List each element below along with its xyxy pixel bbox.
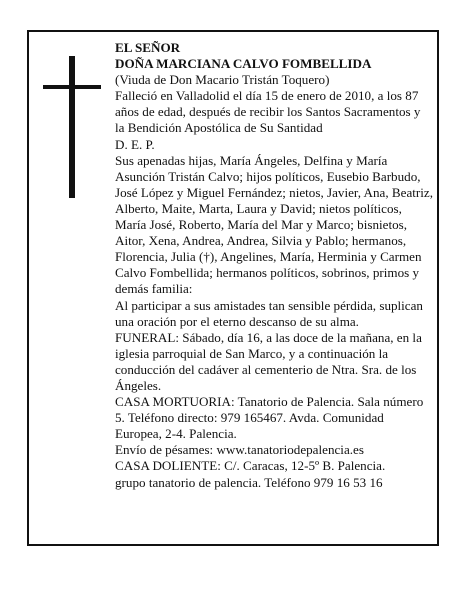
cross-icon-bar xyxy=(43,85,101,89)
death-details: Falleció en Valladolid el día 15 de enero de 2010, a los 87 años de edad, después de recibir los Santos Sacramentos y la Bendición Apostólica de Su Santidad xyxy=(115,88,421,136)
widow-note: (Viuda de Don Macario Tristán Toquero) xyxy=(115,72,330,88)
mourning-home: CASA DOLIENTE: C/. Caracas, 12-5º B. Palencia. xyxy=(115,458,386,474)
cross-icon xyxy=(69,56,75,198)
condolences-link: Envío de pésames: www.tanatoriodepalencia.es xyxy=(115,442,364,458)
notice-text xyxy=(115,40,433,491)
funeral-group-contact: grupo tanatorio de palencia. Teléfono 979 16 53 16 xyxy=(115,474,383,490)
prayer-request: Al participar a sus amistades tan sensible pérdida, suplican una oración por el eterno descanso de su alma. xyxy=(115,297,423,329)
rip-text: D. E. P. xyxy=(115,136,155,152)
mortuary-details: CASA MORTUORIA: Tanatorio de Palencia. Sala número 5. Teléfono directo: 979 165467. Avda. Comunidad Europea, 2-4. Palencia. xyxy=(115,394,424,442)
deceased-name: DOÑA MARCIANA CALVO FOMBELLIDA xyxy=(115,56,372,72)
funeral-details: FUNERAL: Sábado, día 16, a las doce de la mañana, en la iglesia parroquial de San Marco, y a continuación la conducción del cadáver al cementerio de Ntra. Sra. de los Ángeles. xyxy=(115,329,422,393)
notice-title: EL SEÑOR xyxy=(115,40,181,55)
obituary-notice xyxy=(27,30,439,546)
family-list: Sus apenadas hijas, María Ángeles, Delfina y María Asunción Tristán Calvo; hijos políticos, Eusebio Barbudo, José López y Miguel Fernández; nietos, Javier, Ana, Beatriz, Alberto, Maite, Marta, Laura y David; nietos políticos, María José, Roberto, María del Mar y Marco; bisnietos, Aitor, Xena, Andrea, Andrea, Silvia y Pablo; hermanos, Florencia, Julia (†), Angelines, María, Herminia y Carmen Calvo Fombellida; hermanos políticos, sobrinos, primos y demás familia: xyxy=(115,152,433,297)
